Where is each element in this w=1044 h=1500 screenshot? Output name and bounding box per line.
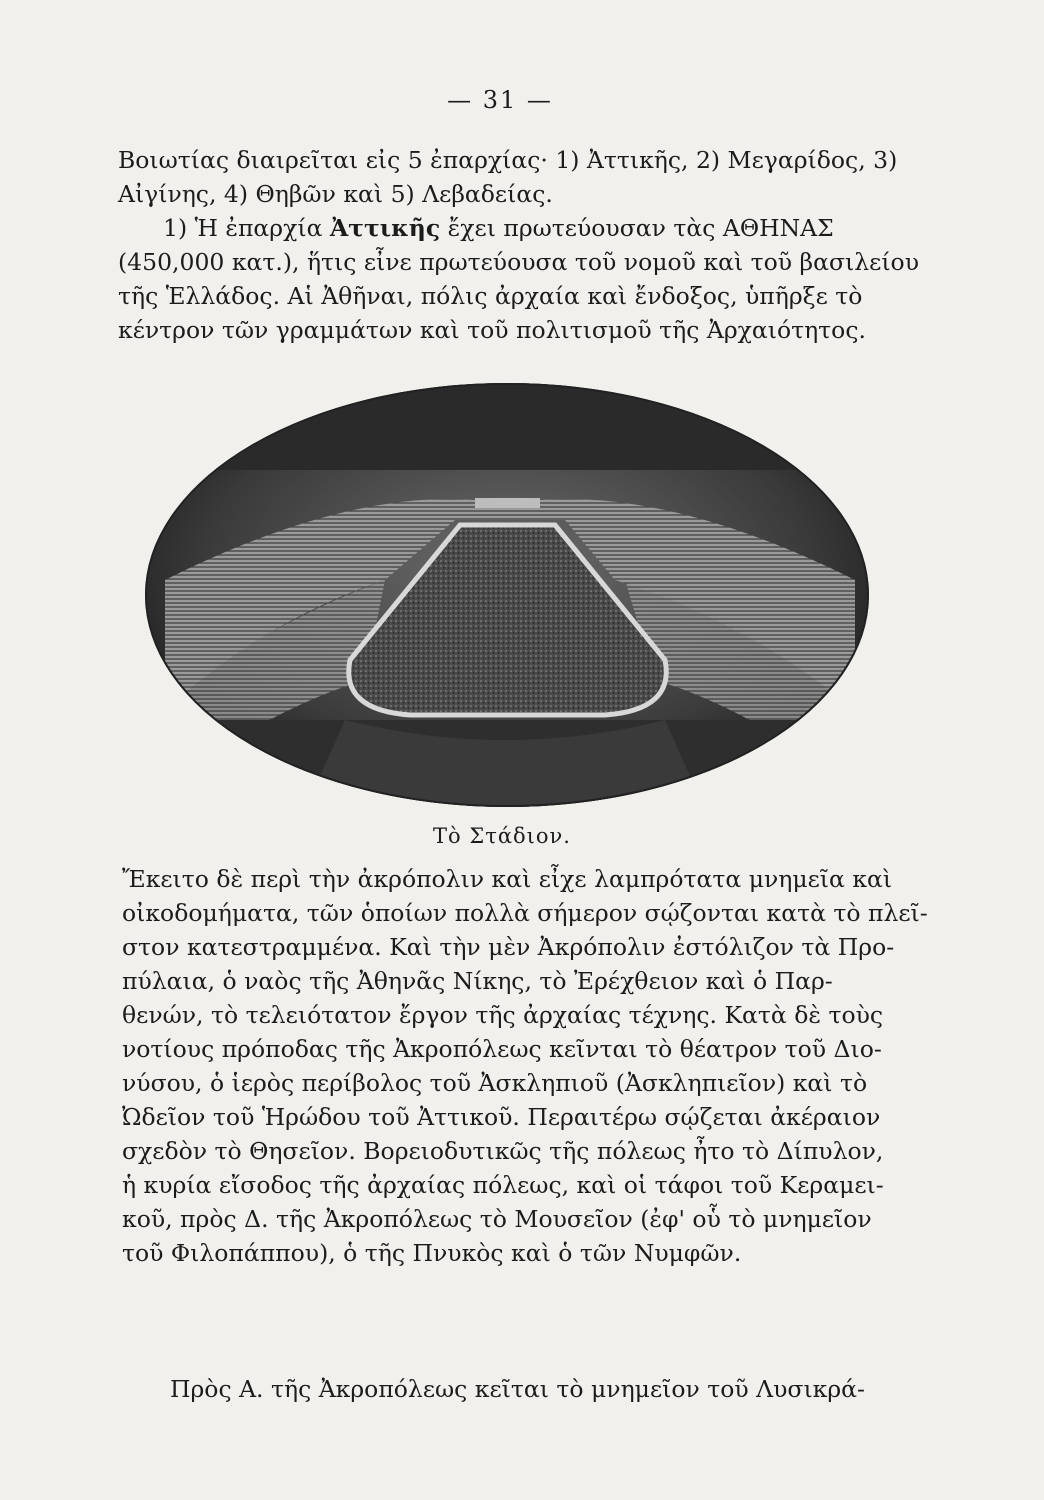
text-line: Βοιωτίας διαιρεῖται εἰς 5 ἐπαρχίας· 1) Ἀττικῆς, 2) Μεγαρίδος, 3) [118, 146, 898, 174]
text-line [118, 211, 878, 245]
bold-term-attica: Ἀττικῆς [329, 214, 441, 242]
text-line: Αἰγίνης, 4) Θηβῶν καὶ 5) Λεβαδείας. [118, 180, 553, 208]
text-line: Ἔκειτο δὲ περὶ τὴν ἀκρόπολιν καὶ εἶχε λαμπρότατα μνημεῖα καὶ [122, 865, 893, 893]
text-line: Ὠδεῖον τοῦ Ἡρώδου τοῦ Ἀττικοῦ. Περαιτέρω σῴζεται ἀκέραιον [122, 1103, 881, 1131]
figure-caption: Τὸ Στάδιον. [433, 824, 571, 848]
text-line: νοτίους πρόποδας τῆς Ἀκροπόλεως κεῖνται τὸ θέατρον τοῦ Διο- [122, 1035, 882, 1063]
text-line: τοῦ Φιλοπάππου), ὁ τῆς Πνυκὸς καὶ ὁ τῶν Νυμφῶν. [122, 1239, 742, 1267]
text-fragment: 1) Ἡ ἐπαρχία [163, 214, 323, 242]
text-line: πύλαια, ὁ ναὸς τῆς Ἀθηνᾶς Νίκης, τὸ Ἐρέχθειον καὶ ὁ Παρ- [122, 967, 833, 995]
text-line: κοῦ, πρὸς Δ. τῆς Ἀκροπόλεως τὸ Μουσεῖον (ἐφ' οὗ τὸ μνημεῖον [122, 1205, 872, 1233]
text-line: (450,000 κατ.), ἥτις εἶνε πρωτεύουσα τοῦ νομοῦ καὶ τοῦ βασιλείου [118, 248, 919, 276]
text-line: οἰκοδομήματα, τῶν ὁποίων πολλὰ σήμερον σῴζονται κατὰ τὸ πλεῖ- [122, 899, 928, 927]
text-fragment: ἔχει πρωτεύουσαν τὰς ΑΘΗΝΑΣ [447, 214, 834, 242]
stadium-photograph [145, 380, 870, 810]
paragraph-acropolis [118, 862, 928, 1270]
text-line: στον κατεστραμμένα. Καὶ τὴν μὲν Ἀκρόπολιν ἐστόλιζον τὰ Προ- [122, 933, 895, 961]
paragraph-attica-provinces [118, 143, 919, 347]
text-line: κέντρον τῶν γραμμάτων καὶ τοῦ πολιτισμοῦ τῆς Ἀρχαιότητος. [118, 316, 866, 344]
text-line: θενών, τὸ τελειότατον ἔργον τῆς ἀρχαίας τέχνης. Κατὰ δὲ τοὺς [122, 1001, 884, 1029]
text-line: νύσου, ὁ ἱερὸς περίβολος τοῦ Ἀσκληπιοῦ (Ἀσκληπιεῖον) καὶ τὸ [122, 1069, 868, 1097]
text-line: τῆς Ἑλλάδος. Αἱ Ἀθῆναι, πόλις ἀρχαία καὶ ἔνδοξος, ὑπῆρξε τὸ [118, 282, 863, 310]
paragraph-lysicrates: Πρὸς Α. τῆς Ἀκροπόλεως κεῖται τὸ μνημεῖον τοῦ Λυσικρά- [170, 1375, 865, 1403]
text-line: σχεδὸν τὸ Θησεῖον. Βορειοδυτικῶς τῆς πόλεως ἦτο τὸ Δίπυλον, [122, 1137, 884, 1165]
page-number: — 31 — [447, 86, 553, 114]
text-line: ἡ κυρία εἴσοδος τῆς ἀρχαίας πόλεως, καὶ οἱ τάφοι τοῦ Κεραμει- [122, 1171, 884, 1199]
